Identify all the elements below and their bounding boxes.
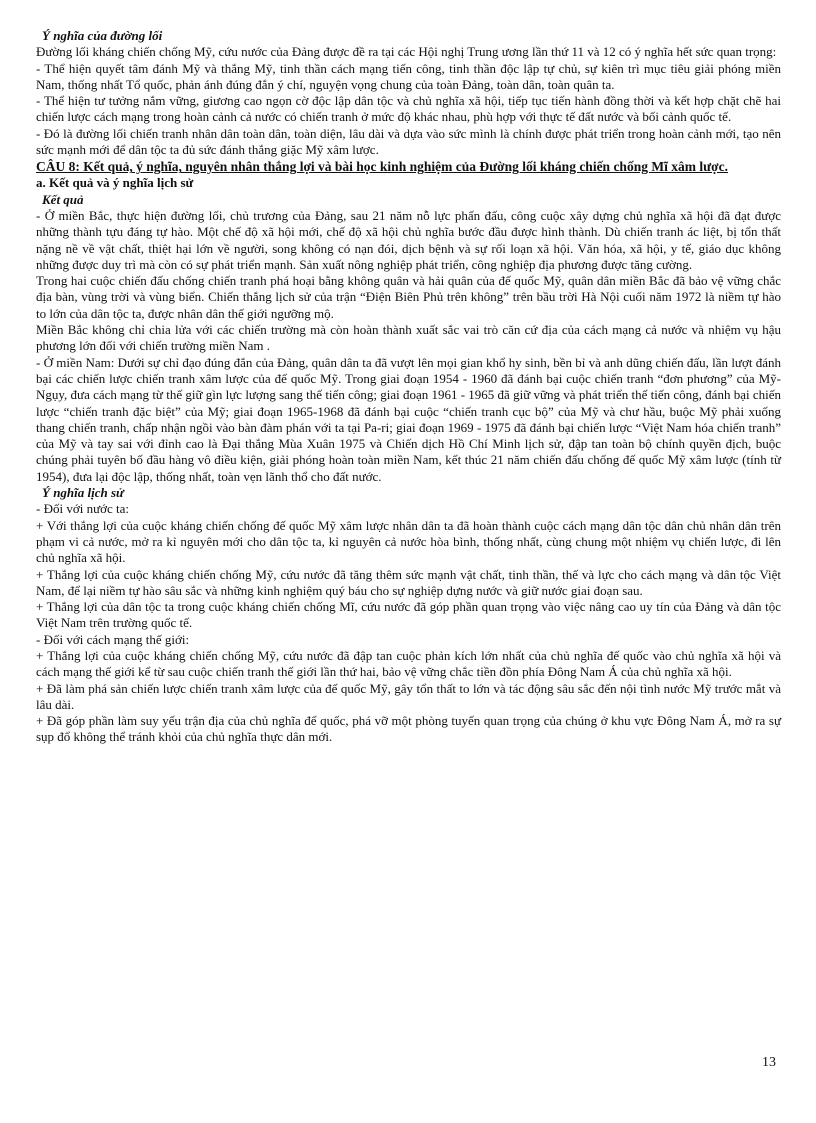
section-intro: Đường lối kháng chiến chống Mỹ, cứu nước của Đảng được đề ra tại các Hội nghị Trung ương lần thứ 11 và 12 có ý nghĩa hết sức quan trọng: [36,44,777,60]
y-nghia-lich-su-heading: Ý nghĩa lịch sử [42,485,124,501]
paragraph: - Thể hiện quyết tâm đánh Mỹ và thắng Mỹ, tinh thần cách mạng tiến công, tinh thần độc lập tự chủ, sự kiên trì mục tiêu giải phóng miền Nam, thống nhất Tổ quốc, phản ánh đúng đắn ý chí, nguyện vọng chung của toàn Đảng, toàn dân, toàn quân ta. [36,60,781,92]
paragraph: + Thắng lợi của cuộc kháng chiến chống Mỹ, cứu nước đã đập tan cuộc phản kích lớn nhất của chủ nghĩa đế quốc vào chủ nghĩa xã hội và cách mạng thế giới kể từ sau cuộc chiến tranh thế giới lần thứ hai, bảo vệ vững chắc tiền đồn phía Đông Nam Á của chủ nghĩa xã hội. [36,647,781,680]
paragraph: - Đối với nước ta: [36,501,129,517]
paragraph: + Đã làm phá sản chiến lược chiến tranh xâm lược của đế quốc Mỹ, gây tổn thất to lớn và tác động sâu sắc đến nội tình nước Mỹ trước mắt và lâu dài. [36,680,781,712]
paragraph: - Ở miền Bắc, thực hiện đường lối, chủ trương của Đảng, sau 21 năm nỗ lực phấn đấu, công cuộc xây dựng chủ nghĩa xã hội đã đạt được những thành tựu đáng tự hào. Một chế độ xã hội mới, chế độ xã hội chủ nghĩa bước đầu được hình thành. Dù chiến tranh ác liệt, bị tổn thất nặng nề về vật chất, thiệt hại lớn về người, song không có nạn đói, dịch bệnh và sự rối loạn xã hội. Văn hóa, xã hội, y tế, giáo dục không những được duy trì mà còn có sự phát triển mạnh. Sản xuất nông nghiệp phát triển, công nghiệp địa phương được tăng cường. [36,207,781,272]
paragraph: Miền Bắc không chỉ chia lửa với các chiến trường mà còn hoàn thành xuất sắc vai trò căn cứ địa của cách mạng cả nước và nhiệm vụ hậu phương lớn đối với chiến trường miền Nam . [36,322,781,354]
section-heading-y-nghia-duong-loi: Ý nghĩa của đường lối [42,28,163,43]
paragraph: - Đối với cách mạng thế giới: [36,631,190,647]
subsection-a-heading: a. Kết quả và ý nghĩa lịch sử [36,175,194,191]
ket-qua-heading: Kết quả [42,191,84,207]
paragraph: - Ở miền Nam: Dưới sự chỉ đạo đúng đắn của Đảng, quân dân ta đã vượt lên mọi gian khổ hy sinh, bền bỉ và anh dũng chiến đấu, lần lượt đánh bại các chiến lược chiến tranh xâm lược của đế quốc Mỹ. Trong giai đoạn 1954 - 1960 đã đánh bại cuộc chiến tranh “đơn phương” của Mỹ- Ngụy, đưa cách mạng từ thế giữ gìn lực lượng sang thế tiến công; giai đoạn 1961 - 1965 đã giữ vững và phát triển thế tiến công, đánh bại chiến lược “chiến tranh đặc biệt” của Mỹ; giai đoạn 1965-1968 đã đánh bại cuộc “chiến tranh cục bộ” của Mỹ và chư hầu, buộc Mỹ phải xuống thang chiến tranh, chấp nhận ngồi vào bàn đàm phán với ta tại Pa-ri; giai đoạn 1969 - 1975 đã đánh bại chiến lược “Việt Nam hóa chiến tranh” của Mỹ và tay sai với đỉnh cao là Đại thắng Mùa Xuân 1975 và Chiến dịch Hồ Chí Minh lịch sử, đập tan toàn bộ chính quyền địch, buộc chúng phải tuyên bố đầu hàng vô điều kiện, giải phóng hoàn toàn miền Nam, kết thúc 21 năm chiến đấu chống đế quốc Mỹ xâm lược (tính từ 1954), đưa lại độc lập, thống nhất, toàn vẹn lãnh thổ cho đất nước. [36,354,781,484]
paragraph: Trong hai cuộc chiến đấu chống chiến tranh phá hoại bằng không quân và hải quân của đế quốc Mỹ, quân dân miền Bắc đã bảo vệ vững chắc địa bàn, vùng trời và vùng biển. Chiến thắng lịch sử của trận “Điện Biên Phủ trên không” trên bầu trời Hà Nội cuối năm 1972 là niềm tự hào to lớn của dân tộc ta, được nhân dân thế giới ngưỡng mộ. [36,273,781,321]
paragraph: + Thắng lợi của cuộc kháng chiến chống Mỹ, cứu nước đã tăng thêm sức mạnh vật chất, tinh thần, thế và lực cho cách mạng và dân tộc Việt Nam, để lại niềm tự hào sâu sắc và những kinh nghiệm quý báu cho sự nghiệp dựng nước và giữ nước giai đoạn sau. [36,566,781,598]
paragraph: + Thắng lợi của dân tộc ta trong cuộc kháng chiến chống Mĩ, cứu nước đã góp phần quan trọng vào việc nâng cao uy tín của Đảng và dân tộc Việt Nam trên trường quốc tế. [36,599,781,631]
document-page [36,28,781,746]
paragraph: - Thể hiện tư tưởng nắm vững, giương cao ngọn cờ độc lập dân tộc và chủ nghĩa xã hội, tiếp tục tiến hành đồng thời và kết hợp chặt chẽ hai chiến lược cách mạng trong hoàn cảnh cả nước có chiến tranh ở mức độ khác nhau, phù hợp với thực tế đất nước và bối cảnh quốc tế. [36,93,781,125]
page-number: 13 [762,1055,776,1070]
question-8-title: CÂU 8: Kết quả, ý nghĩa, nguyên nhân thắng lợi và bài học kinh nghiệm của Đường lối kháng chiến chống Mĩ xâm lược. [36,159,729,175]
paragraph: - Đó là đường lối chiến tranh nhân dân toàn dân, toàn diện, lâu dài và dựa vào sức mình là chính được phát triển trong hoàn cảnh mới, tạo nên sức mạnh mới để dân tộc ta đủ sức đánh thắng giặc Mỹ xâm lược. [36,125,781,158]
paragraph: + Với thắng lợi của cuộc kháng chiến chống đế quốc Mỹ xâm lược nhân dân ta đã hoàn thành cuộc cách mạng dân tộc dân chủ nhân dân trên phạm vi cả nước, mở ra kỉ nguyên mới cho dân tộc ta, kỉ nguyên cả nước hòa bình, thống nhất, cùng chung một nhiệm vụ chiến lược, đi lên chủ nghĩa xã hội. [36,517,781,566]
paragraph: + Đã góp phần làm suy yếu trận địa của chủ nghĩa đế quốc, phá vỡ một phòng tuyến quan trọng của chúng ở khu vực Đông Nam Á, mở ra sự sụp đổ không thể tránh khỏi của chủ nghĩa thực dân mới. [36,713,781,745]
